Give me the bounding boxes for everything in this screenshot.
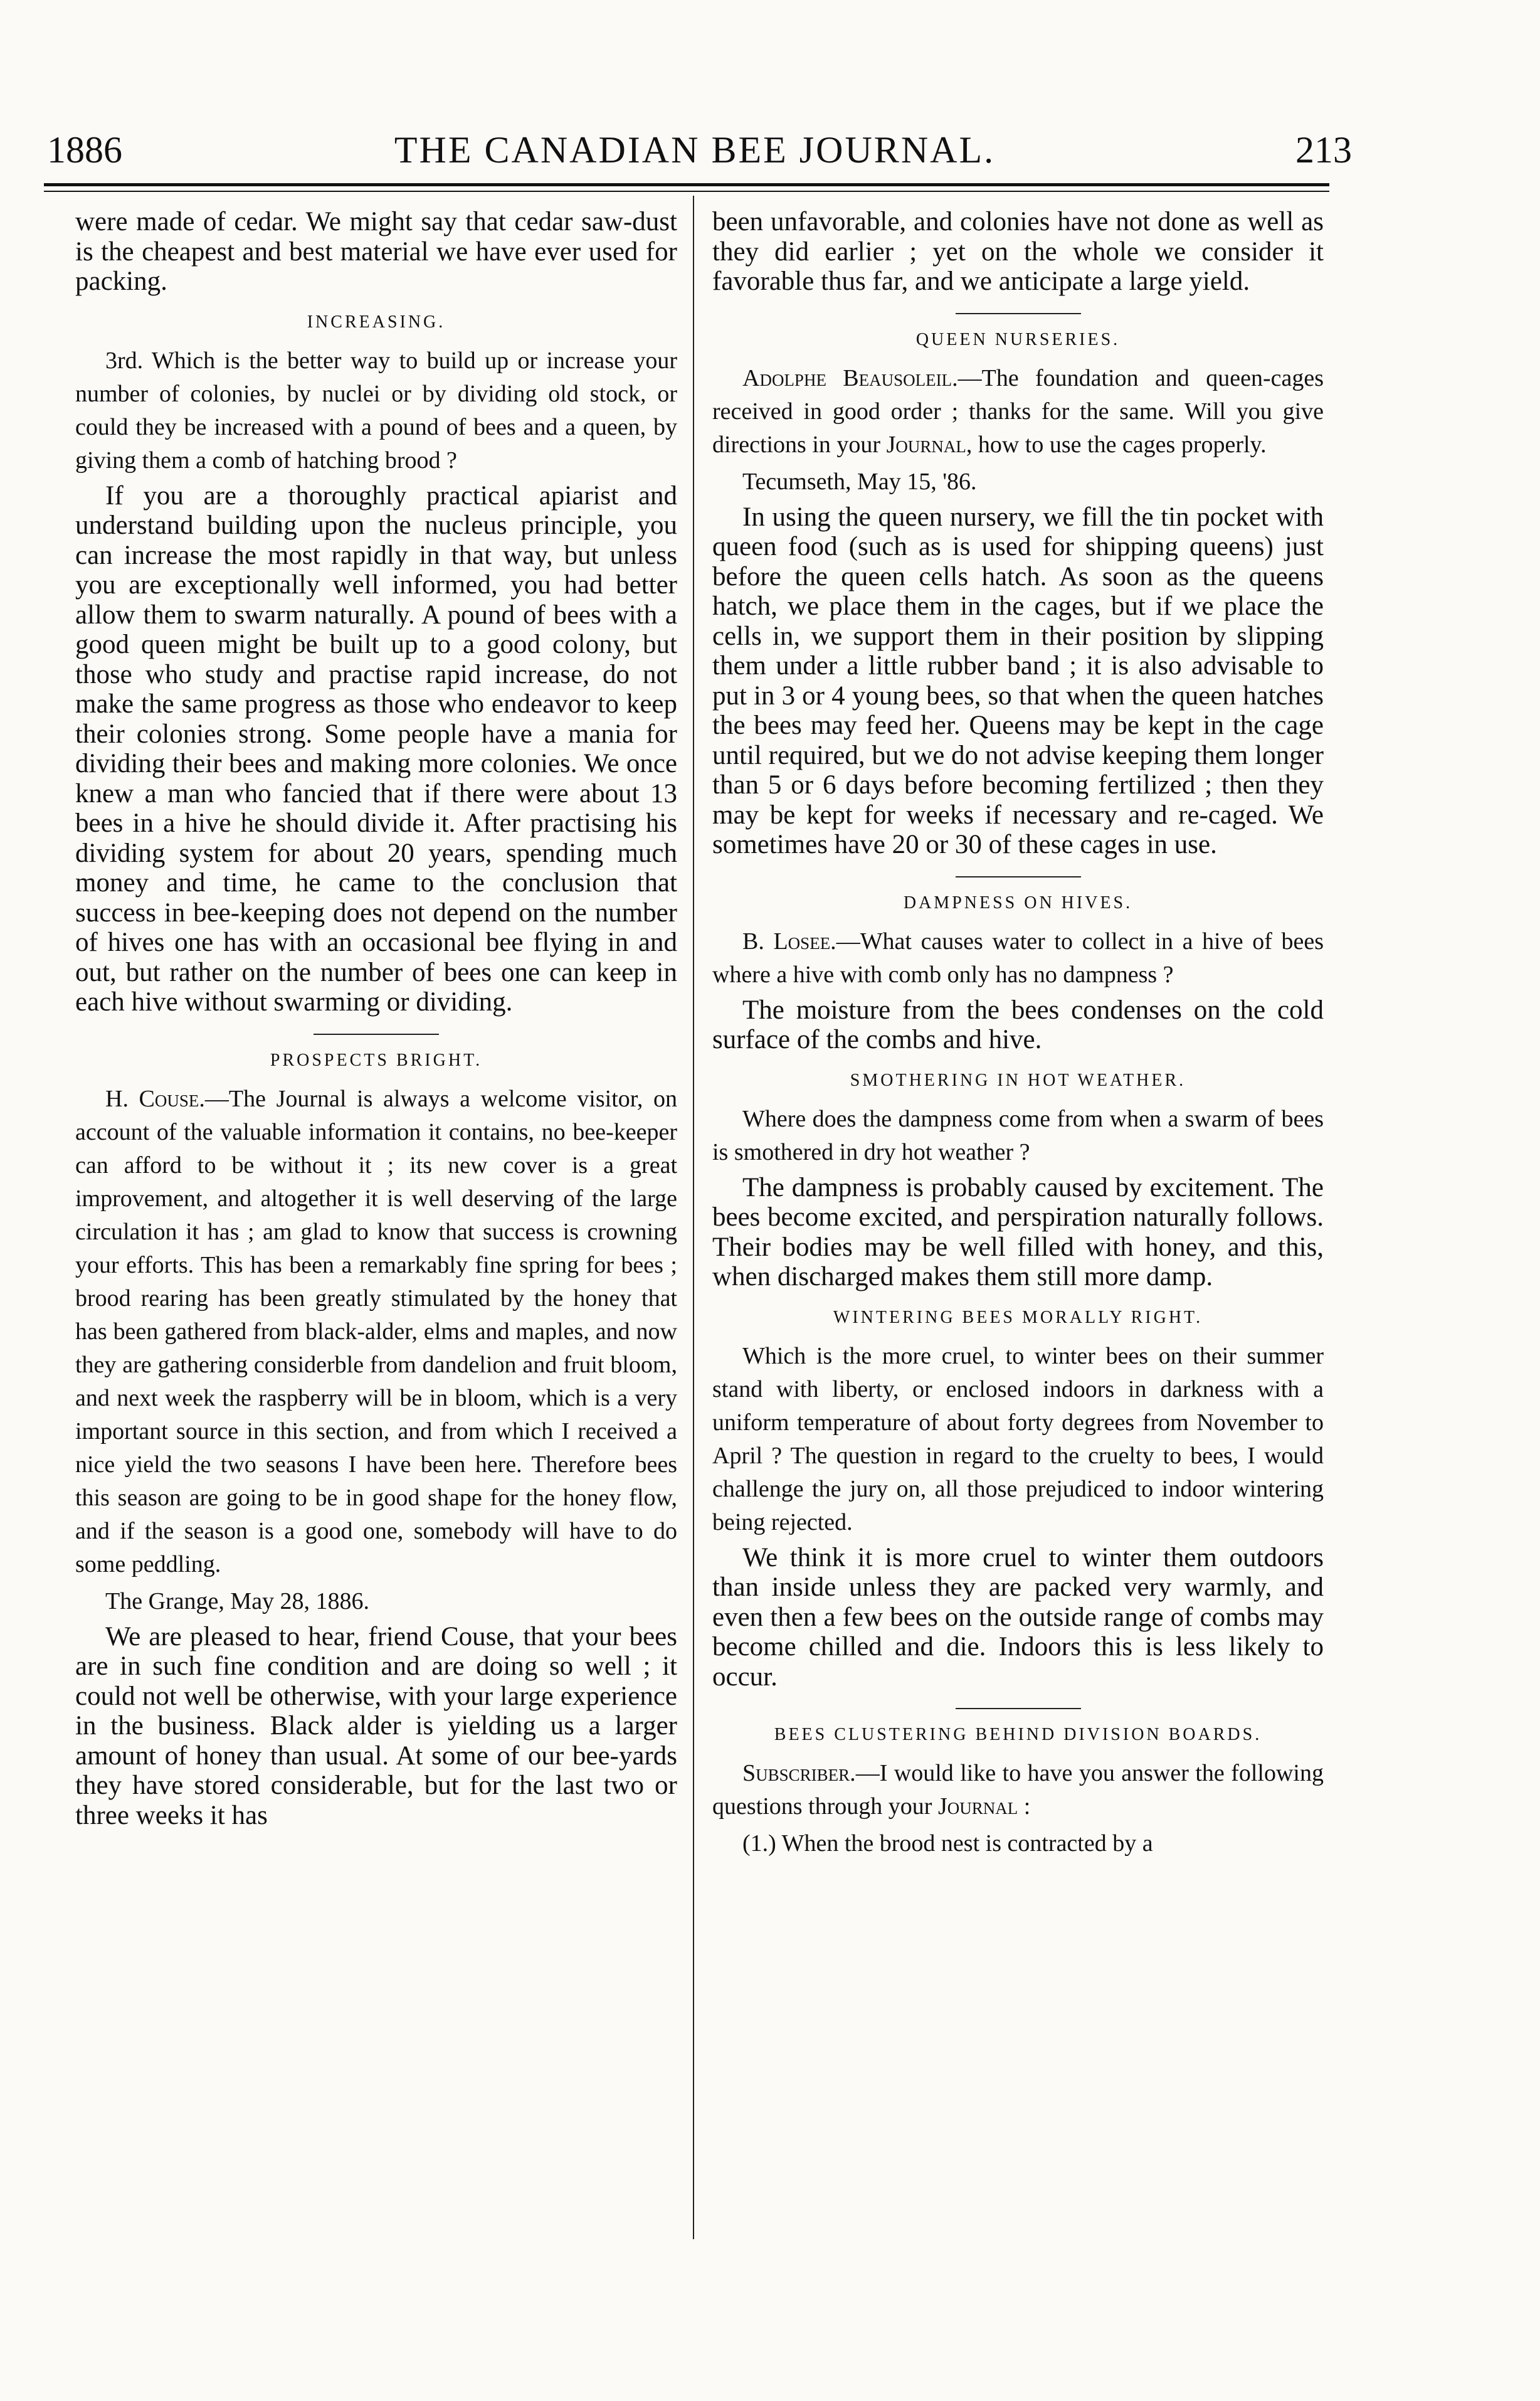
prospects-dateline: The Grange, May 28, 1886. — [105, 1587, 370, 1614]
increasing-answer: If you are a thoroughly practical apiarist and understand building upon the nucleus principle, you can increase the most rapidly in that way, but unless you are exceptionally well informed, you had better allow them to swarm naturally. A pound of bees with a good queen might be built up to a good colony, but those who study and practise rapid increase, do not make the same progress as those who endeavor to keep their colonies strong. Some people have a mania for dividing their bees and making more colonies. We once knew a man who fancied that if there were about 13 bees in a hive he should divide it. After practising his dividing system for about 20 years, spending much money and time, he came to the conclusion that success in bee-keeping does not depend on the number of hives one has with an occasional bee flying in and out, but rather on the number of bees one can keep in each hive without swarming or dividing. — [75, 480, 677, 1017]
clustering-letter-text-2: : — [1018, 1793, 1031, 1820]
clustering-question-1: (1.) When the brood nest is contracted by a — [742, 1830, 1153, 1857]
section-divider — [956, 1708, 1081, 1709]
page-header — [38, 129, 1352, 172]
section-divider — [314, 1034, 439, 1035]
section-divider — [956, 313, 1081, 314]
heading-wintering: WINTERING BEES MORALLY RIGHT. — [833, 1307, 1203, 1327]
wintering-question: Which is the more cruel, to winter bees on their summer stand with liberty, or enclosed indoors in darkness with a uniform temperature of about forty degrees from November to April ? The question in regard to the cruelty to bees, I would challenge the jury on, all those prejudiced to indoor wintering being rejected. — [712, 1342, 1324, 1535]
queen-dateline: Tecumseth, May 15, '86. — [742, 468, 977, 495]
dampness-question: —What causes water to collect in a hive of bees where a hive with comb only has no dampness ? — [712, 928, 1324, 988]
journal-reference: Journal — [886, 431, 966, 458]
heading-clustering: BEES CLUSTERING BEHIND DIVISION BOARDS. — [774, 1725, 1262, 1744]
correspondent-name: B. Losee. — [742, 928, 836, 955]
left-column — [75, 207, 677, 2239]
clustering-letter — [712, 1757, 1324, 1823]
header-rule-thick — [44, 183, 1329, 186]
heading-queen-nurseries: QUEEN NURSERIES. — [915, 329, 1121, 349]
queen-answer: In using the queen nursery, we fill the tin pocket with queen food (such as is used for shipping queens) just before the queen cells hatch. As soon as the queens hatch, we place them in the cages, but if we place the cells in, we support them in their position by slipping them under a little rubber band ; it is also advisable to put in 3 or 4 young bees, so that when the queen hatches the bees may feed her. Queens may be kept in the cage until required, but we do not advise keeping them longer than 5 or 6 days before becoming fertilized ; then they may be kept for weeks if necessary and re-caged. We sometimes have 20 or 30 of these cages in use. — [712, 502, 1324, 859]
continued-paragraph: been unfavorable, and colonies have not done as well as they did earlier ; yet on the whole we consider it favorable thus far, and we anticipate a large yield. — [712, 207, 1324, 296]
right-column — [712, 207, 1324, 2239]
dampness-answer: The moisture from the bees condenses on the cold surface of the combs and hive. — [712, 995, 1324, 1054]
header-year: 1886 — [47, 129, 122, 171]
prospects-letter — [75, 1083, 677, 1581]
queen-letter — [712, 362, 1324, 462]
journal-title: THE CANADIAN BEE JOURNAL. — [394, 129, 996, 171]
queen-letter-text-2: , how to use the cages properly. — [966, 431, 1267, 458]
page-number: 213 — [1295, 129, 1352, 171]
header-rule-thin — [44, 191, 1329, 192]
correspondent-name: H. Couse. — [105, 1085, 205, 1112]
heading-dampness-on-hives: DAMPNESS ON HIVES. — [903, 893, 1133, 913]
queen-letter-text-1: —The foundation and queen-cages received in good order ; thanks for the same. Will you give directions in your — [712, 364, 1324, 458]
journal-reference: Journal — [937, 1793, 1018, 1820]
heading-prospects-bright: PROSPECTS BRIGHT. — [270, 1050, 483, 1070]
correspondent-name: Subscriber. — [742, 1760, 856, 1786]
correspondent-name: Adolphe Beausoleil. — [742, 364, 958, 391]
dampness-letter — [712, 925, 1324, 992]
section-divider — [956, 876, 1081, 877]
heading-smothering: SMOTHERING IN HOT WEATHER. — [850, 1070, 1186, 1090]
clustering-letter-text-1: —I would like to have you answer the following questions through your — [712, 1760, 1324, 1820]
cedar-paragraph: were made of cedar. We might say that cedar saw-dust is the cheapest and best material we have ever used for packing. — [75, 207, 677, 296]
increasing-question: 3rd. Which is the better way to build up or increase your number of colonies, by nuclei or by dividing old stock, or could they be increased with a pound of bees and a queen, by giving them a comb of hatching brood ? — [75, 347, 677, 474]
smothering-answer: The dampness is probably caused by excitement. The bees become excited, and perspiration naturally follows. Their bodies may be well filled with honey, and this, when discharged makes them still more damp. — [712, 1172, 1324, 1291]
heading-increasing: INCREASING. — [307, 312, 446, 332]
prospects-letter-text: —The Journal is always a welcome visitor, on account of the valuable information it contains, no bee-keeper can afford to be without it ; its new cover is a great improvement, and altogether it is well deserving of the large circulation it has ; am glad to know that success is crowning your efforts. This has been a remarkably fine spring for bees ; brood rearing has been greatly stimulated by the honey that has been gathered from black-alder, elms and maples, and now they are gathering considerble from dandelion and fruit bloom, and next week the raspberry will be in bloom, which is a very important source in this section, and from which I received a nice yield the two seasons I have been here. Therefore bees this season are going to be in good shape for the honey flow, and if the season is a good one, somebody will have to do some peddling. — [75, 1085, 677, 1577]
wintering-answer: We think it is more cruel to winter them outdoors than inside unless they are packed very warmly, and even then a few bees on the outside range of combs may become chilled and die. Indoors this is less likely to occur. — [712, 1542, 1324, 1692]
column-divider — [693, 196, 694, 2239]
prospects-answer: We are pleased to hear, friend Couse, that your bees are in such fine condition and are doing so well ; it could not well be otherwise, with your large experience in the business. Black alder is yielding us a larger amount of honey than usual. At some of our bee-yards they have stored considerable, but for the last two or three weeks it has — [75, 1621, 677, 1830]
smothering-question: Where does the dampness come from when a swarm of bees is smothered in dry hot weather ? — [712, 1105, 1324, 1165]
